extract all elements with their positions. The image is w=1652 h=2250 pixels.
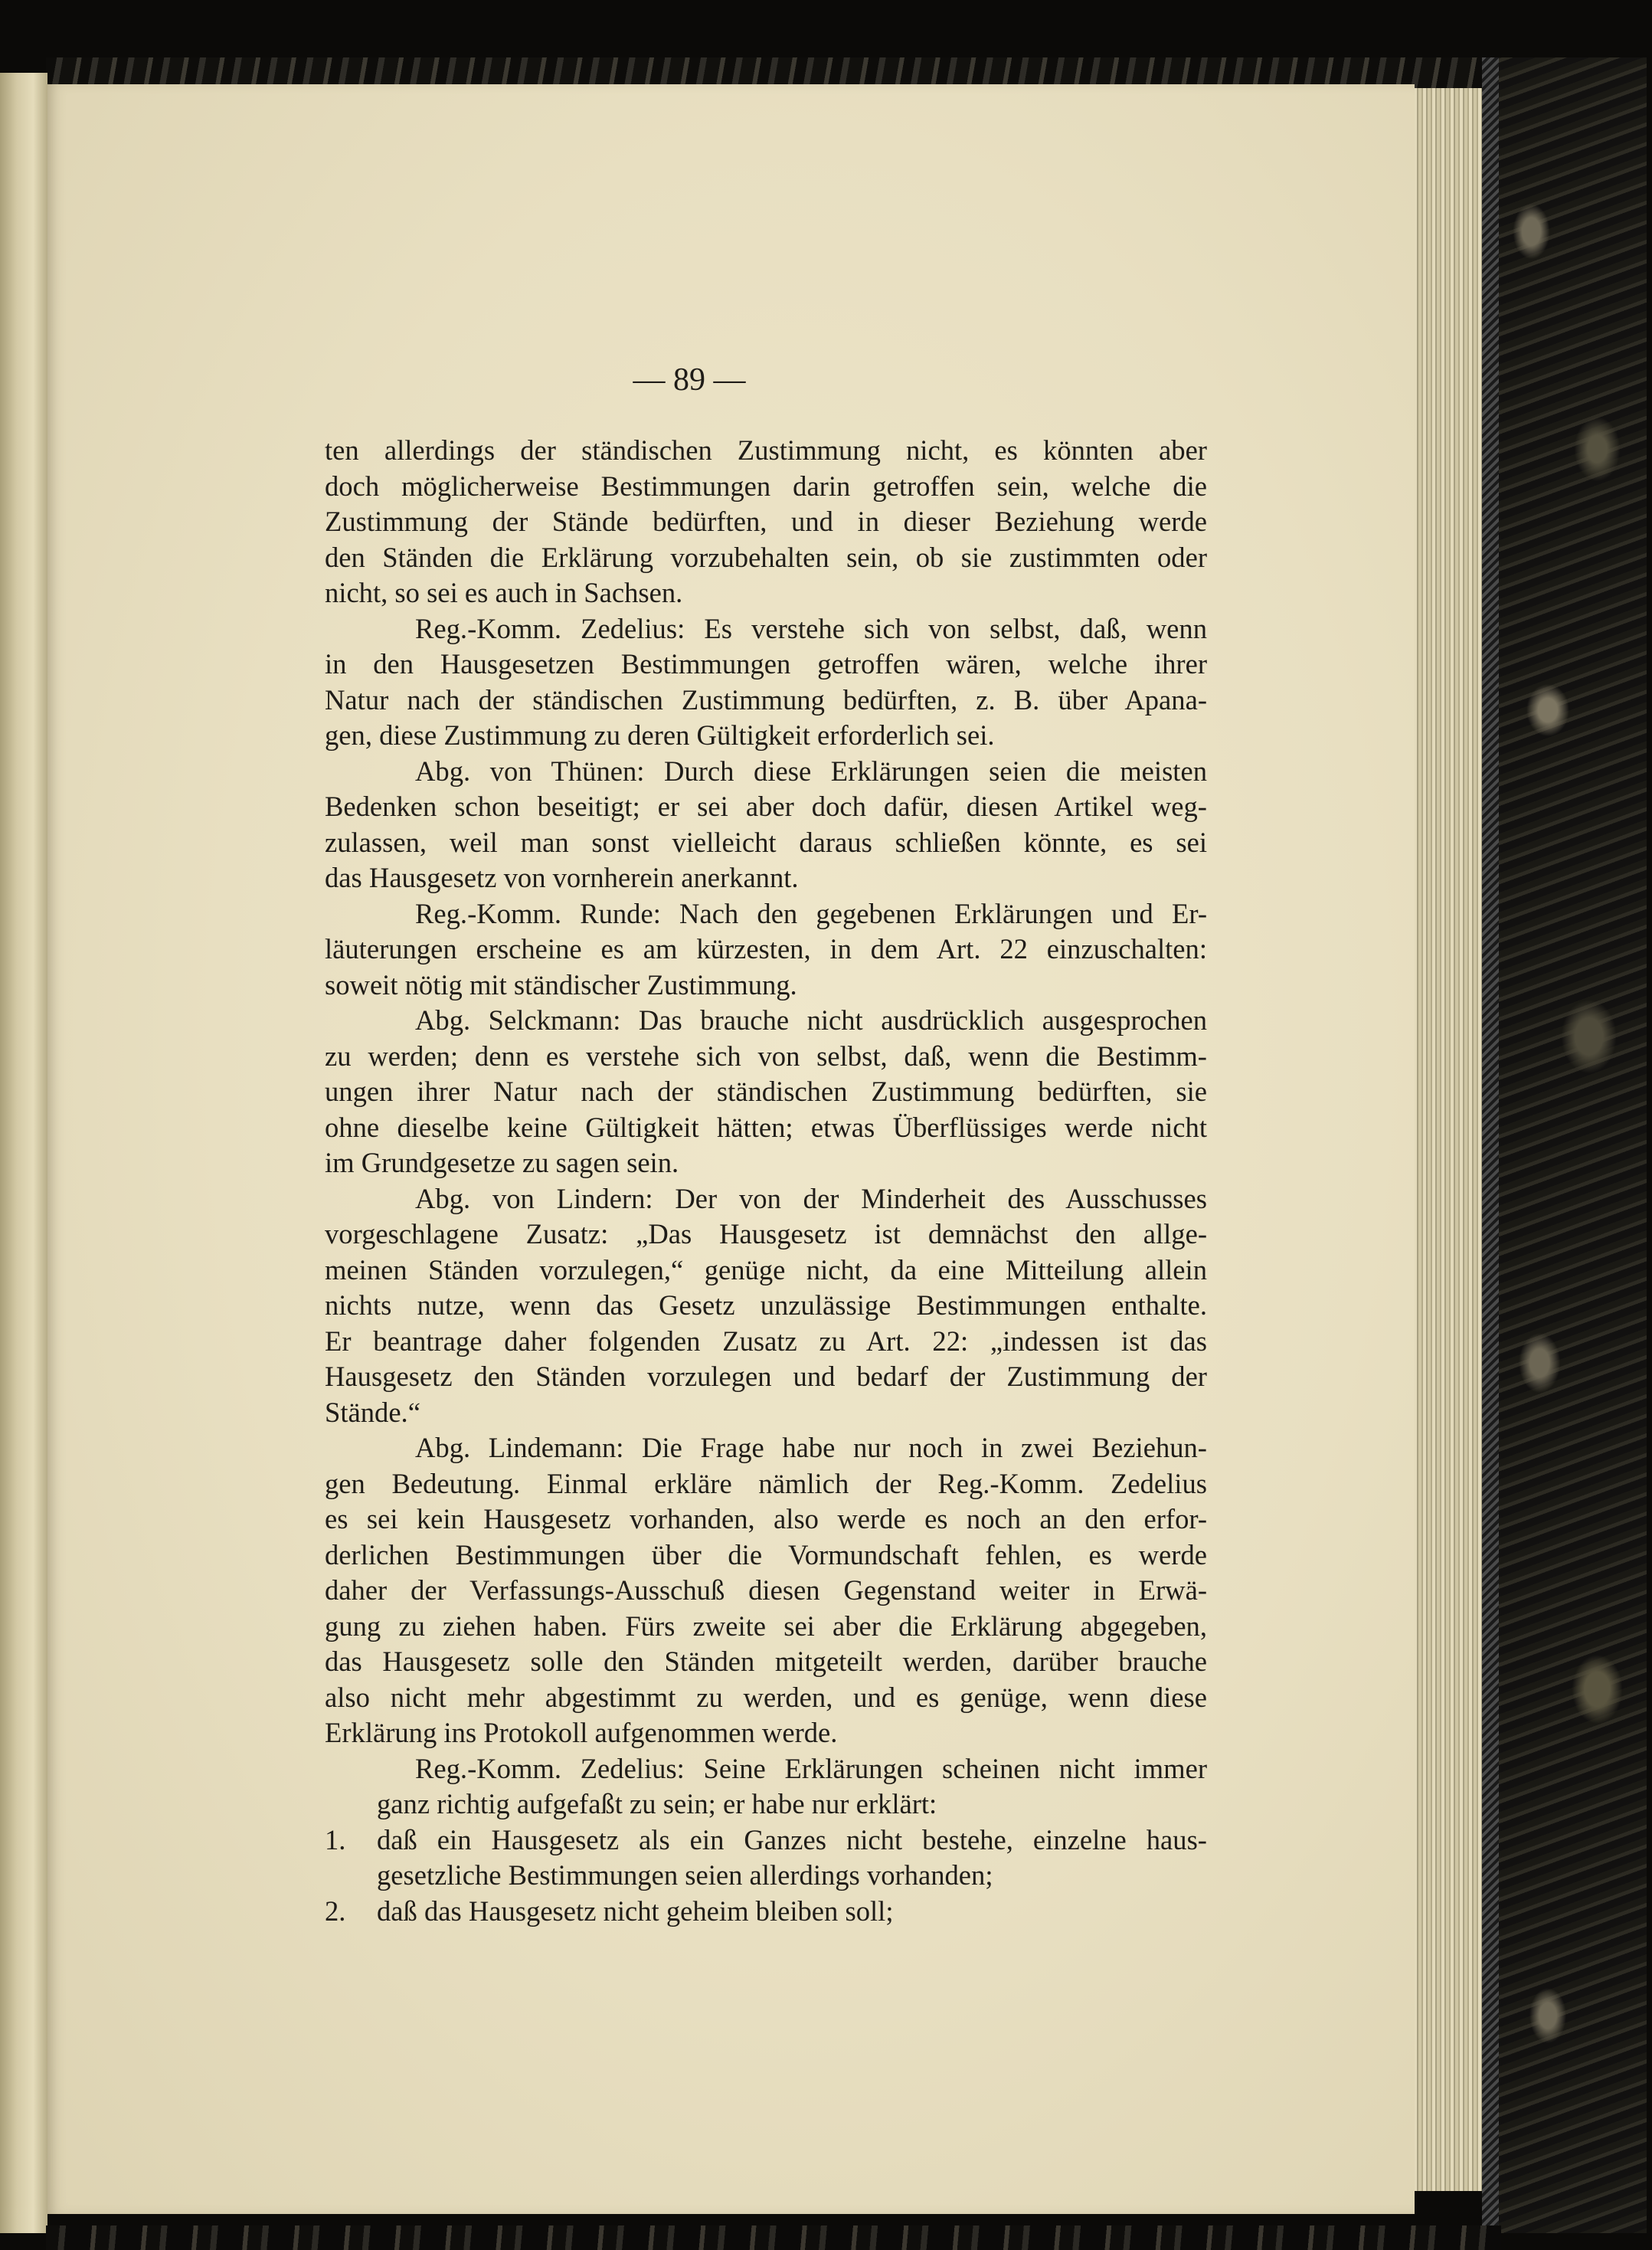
text-line-content: nicht, so sei es auch in Sachsen.	[325, 577, 683, 608]
text-line	[325, 647, 1207, 683]
text-line-content: im Grundgesetze zu sagen sein.	[325, 1147, 679, 1178]
text-line	[325, 968, 1207, 1004]
text-line-content: läuterungen erscheine es am kürzesten, in dem Art. 22 einzuschalten:	[325, 933, 1207, 965]
text-line-content: Stände.“	[325, 1396, 420, 1428]
text-line-content: soweit nötig mit ständischer Zustimmung.	[325, 968, 797, 1001]
text-line	[325, 683, 1207, 719]
text-line	[325, 1181, 1207, 1217]
text-line-content: Er beantrage daher folgenden Zusatz zu Art. 22: „indessen ist das	[325, 1325, 1207, 1357]
text-line-content: das Hausgesetz von vornherein anerkannt.	[325, 862, 799, 893]
text-line-content: in den Hausgesetzen Bestimmungen getroffen wären, welche ihrer	[325, 648, 1207, 680]
text-line	[325, 504, 1207, 540]
text-line-content: doch möglicherweise Bestimmungen darin getroffen sein, welche die	[325, 470, 1207, 502]
text-line	[325, 860, 1207, 896]
text-line	[325, 1644, 1207, 1680]
text-line-content: daß das Hausgesetz nicht geheim bleiben soll;	[377, 1895, 894, 1927]
text-line-content: ungen ihrer Natur nach der ständischen Zustimmung bedürften, sie	[325, 1076, 1207, 1107]
text-line	[325, 1823, 1207, 1859]
text-line	[325, 1039, 1207, 1075]
text-line-content: ganz richtig aufgefaßt zu sein; er habe nur erklärt:	[377, 1788, 937, 1819]
text-line	[325, 754, 1207, 790]
facing-page-edge	[0, 73, 47, 2233]
text-line-content: den Ständen die Erklärung vorzubehalten sein, ob sie zustimmten oder	[325, 541, 1207, 573]
text-line-content: Natur nach der ständischen Zustimmung bedürften, z. B. über Apana-	[325, 683, 1207, 716]
text-line	[325, 896, 1207, 932]
text-line	[325, 1538, 1207, 1574]
text-line	[325, 1110, 1207, 1146]
page-body-text	[325, 433, 1207, 1929]
text-line-content: Hausgesetz den Ständen vorzulegen und bedarf der Zustimmung der	[325, 1361, 1207, 1392]
text-line	[325, 1074, 1207, 1110]
text-line-content: Abg. Selckmann: Das brauche nicht ausdrücklich ausgesprochen	[415, 1004, 1207, 1036]
marbled-cover-board	[1482, 57, 1647, 2233]
text-line	[325, 789, 1207, 825]
text-line	[325, 1003, 1207, 1039]
text-line-content: zu werden; denn es verstehe sich von selbst, daß, wenn die Bestimm-	[325, 1040, 1207, 1072]
text-line	[325, 718, 1207, 754]
text-line	[325, 575, 1207, 611]
book-page	[47, 84, 1415, 2214]
text-line-content: daher der Verfassungs-Ausschuß diesen Gegenstand weiter in Erwä-	[325, 1574, 1207, 1606]
text-line-content: Abg. Lindemann: Die Frage habe nur noch in zwei Beziehun-	[415, 1432, 1207, 1463]
book-bottom-edge	[46, 2225, 1501, 2250]
text-line-content: also nicht mehr abgestimmt zu werden, und es genüge, wenn diese	[325, 1681, 1207, 1713]
page-number: — 89 —	[633, 362, 746, 398]
text-line-content: Reg.-Komm. Zedelius: Es verstehe sich von selbst, daß, wenn	[415, 612, 1207, 644]
text-line-content: daß ein Hausgesetz als ein Ganzes nicht bestehe, einzelne haus-	[377, 1823, 1207, 1855]
text-line	[325, 1145, 1207, 1181]
text-line-content: ten allerdings der ständischen Zustimmung nicht, es könnten aber	[325, 434, 1207, 466]
cover-spine-stripe	[1482, 57, 1499, 2233]
text-line-content: das Hausgesetz solle den Ständen mitgeteilt werden, darüber brauche	[325, 1646, 1207, 1677]
text-line	[325, 469, 1207, 505]
text-line	[325, 1466, 1207, 1502]
text-line-content: Reg.-Komm. Zedelius: Seine Erklärungen scheinen nicht immer	[415, 1752, 1207, 1784]
text-line	[325, 1395, 1207, 1431]
page-stack-edges	[1409, 88, 1482, 2191]
text-line	[325, 1751, 1207, 1787]
text-line	[325, 1288, 1207, 1324]
text-line	[325, 1573, 1207, 1609]
text-line-content: Reg.-Komm. Runde: Nach den gegebenen Erklärungen und Er-	[415, 897, 1207, 929]
text-line	[325, 1359, 1207, 1395]
text-line-content: es sei kein Hausgesetz vorhanden, also werde es noch an den erfor-	[325, 1503, 1207, 1534]
text-line	[325, 1430, 1207, 1466]
text-line	[325, 1894, 1207, 1930]
list-item-number: 1.	[325, 1823, 346, 1855]
text-line	[325, 932, 1207, 968]
text-line-content: Abg. von Lindern: Der von der Minderheit des Ausschusses	[415, 1182, 1207, 1214]
text-line-content: gen, diese Zustimmung zu deren Gültigkeit erforderlich sei.	[325, 719, 995, 751]
list-item-number: 2.	[325, 1895, 346, 1927]
text-line-content: vorgeschlagene Zusatz: „Das Hausgesetz ist demnächst den allge-	[325, 1218, 1207, 1249]
text-line-content: gesetzliche Bestimmungen seien allerdings vorhanden;	[377, 1859, 993, 1891]
text-line-content: Zustimmung der Stände bedürften, und in dieser Beziehung werde	[325, 506, 1207, 537]
text-line-content: Erklärung ins Protokoll aufgenommen werde.	[325, 1717, 838, 1748]
text-line	[325, 611, 1207, 647]
text-line	[325, 1502, 1207, 1538]
text-line	[325, 825, 1207, 861]
text-line-content: gung zu ziehen haben. Fürs zweite sei aber die Erklärung abgegeben,	[325, 1610, 1207, 1642]
text-line	[325, 1680, 1207, 1716]
text-line	[325, 1253, 1207, 1289]
text-line	[325, 1787, 1207, 1823]
text-line	[325, 1858, 1207, 1894]
text-line	[325, 1609, 1207, 1645]
text-line-content: gen Bedeutung. Einmal erkläre nämlich der Reg.-Komm. Zedelius	[325, 1467, 1207, 1499]
text-line-content: nichts nutze, wenn das Gesetz unzulässige Bestimmungen enthalte.	[325, 1289, 1207, 1321]
text-line-content: Abg. von Thünen: Durch diese Erklärungen seien die meisten	[415, 755, 1207, 787]
text-line	[325, 433, 1207, 469]
text-line-content: zulassen, weil man sonst vielleicht daraus schließen könnte, es sei	[325, 826, 1207, 858]
text-line	[325, 540, 1207, 576]
text-line	[325, 1715, 1207, 1751]
text-line-content: derlichen Bestimmungen über die Vormundschaft fehlen, es werde	[325, 1538, 1207, 1570]
text-line-content: meinen Ständen vorzulegen,“ genüge nicht, da eine Mitteilung allein	[325, 1253, 1207, 1285]
text-line	[325, 1324, 1207, 1360]
text-line-content: Bedenken schon beseitigt; er sei aber doch dafür, diesen Artikel weg-	[325, 791, 1207, 822]
text-line	[325, 1217, 1207, 1253]
text-line-content: ohne dieselbe keine Gültigkeit hätten; etwas Überflüssiges werde nicht	[325, 1111, 1207, 1143]
